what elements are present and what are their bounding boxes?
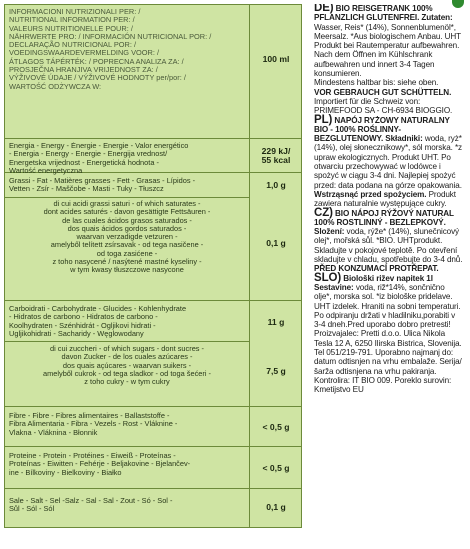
fat-value: 1,0 g [266, 180, 286, 190]
multilingual-label-text [314, 4, 463, 545]
column-divider [249, 5, 250, 138]
carbohydrate-row [5, 301, 301, 407]
fibre-row [5, 407, 301, 447]
sl-ingredients: voda, riž*14%, sončnično olje*, morska sol. *iz biološke pridelave. UHT izdelek. Hraniti na sobni temperaturi. Po odpiranju držati v hladilniku,porabiti v 3-4 dneh.Pred uporabo dobro pretresti! Proizvajalec: Pretti d.o.o. Ulica Nikola Tesla 12 A, 6250 Ilirska Bistrica, Slovenija. Tel 051/219-791. Uporabno najmanj do: datum odtisnjen na vrhu embalaže. Serija/šarža odtisnjena na vrhu pakiranja. Kontrolira: IT BIO 009. Poreklo surovin: Kmetijstvo EU [314, 282, 462, 395]
sugars-value: 7,5 g [266, 366, 286, 376]
salt-value: 0,1 g [266, 502, 286, 512]
salt-label: Sale - Salt - Sel -Salz - Sal - Sal - Zout - Só - Sol - Sůl - Sól - Sól [9, 497, 173, 514]
inner-divider [5, 197, 249, 198]
column-divider [249, 489, 250, 527]
nutrition-table [4, 4, 302, 528]
pl-shake-warning: Wstrząsnąć przed spożyciem. [314, 189, 427, 199]
sl-ingredients-label: Sestavine: [314, 282, 354, 292]
lang-code-cz: CZ) [314, 206, 333, 219]
carbohydrate-label: Carboidrati - Carbohydrate - Glucides - Kohlenhydrate - Hidratos de carbono - Hidratos de carbono - Koolhydraten - Szénhidrát - Ogljikovi hidrati - Ugljikohidrati - Sacharidy - Węglowodany [9, 305, 187, 338]
energy-row [5, 139, 301, 173]
cz-ingredients: voda, rýže* (14%), slunečnicový olej*, mořská sůl. *BIO. UHTprodukt. Skladujte v pokojové teplotě. Po otevření skladujte v chladu, spotřebujte do 3-4 dnů. [314, 227, 463, 265]
protein-value: < 0,5 g [262, 463, 290, 473]
lang-code-slo: SLO) [314, 271, 342, 284]
de-ingredients-label: Zutaten: [421, 13, 453, 23]
protein-label: Proteine - Protein - Protéines - Eiweiß - Proteínas - Proteínas - Eiwitten - Fehérje - Beljakovine - Bjelančev- ine - Bílkoviny - Bielkoviny - Białko [9, 452, 191, 477]
de-section [314, 4, 463, 78]
inner-divider [5, 341, 249, 342]
fibre-label: Fibre - Fibre - Fibres alimentaires - Ballaststoffe - Fibra Alimentaria - Fibra - Vezels - Rost - Vláknine - Vlakna - Vláknina - Błonnik [9, 412, 178, 437]
pl-sugar-note: Produkt zawiera naturalnie występujące cukry. [314, 189, 456, 209]
de-shake-warning: VOR GEBRAUCH GUT SCHÜTTELN. [314, 87, 452, 97]
fibre-value: < 0,5 g [262, 422, 290, 432]
protein-row [5, 447, 301, 489]
pl-ingredients: woda, ryż* (14%), olej słonecznikowy*, sól morska. *z upraw ekologicznych. Produkt UHT. Po otwarciu przechowywać w lodówce i spożyć w ciągu 3-4 dni. Najlepiej spożyć przed: data podana na górze opakowania. [314, 134, 462, 190]
saturates-label: di cui acidi grassi saturi - of which saturates - dont acides saturés - davon gesättigte Fettsäuren - de las cuales ácidos grasos saturados - dos quais ácidos gordos saturados - waarvan verzadigde vetzuren - amelyből telített zsírsavak - od tega nasičene - od toga zasićene - z toho nasycené / nasýtené mastné kyseliny - w tym kwasy tłuszczowe nasycone [43, 199, 211, 275]
sugars-label: di cui zuccheri - of which sugars - dont sucres - davon Zucker - de los cuales azúcares - dos quais açúcares - waarvan suikers - amelyből cukrok - od tega sladkor - od toga šećeri - z toho cukry - w tym cukry [42, 344, 211, 387]
fat-label: Grassi - Fat - Matières grasses - Fett - Grasas - Lípidos - Vetten - Zsír - Maščobe - Masti - Tuky - Tłuszcz [9, 177, 196, 194]
sl-title: Biološki rižev napitek 1l [341, 273, 433, 283]
de-best-before: Mindestens haltbar bis: siehe oben. [314, 78, 439, 88]
column-divider [249, 139, 250, 172]
column-divider [249, 173, 250, 300]
cz-ingredients-label: Složení: [314, 227, 345, 237]
saturates-value: 0,1 g [266, 238, 286, 248]
header-value: 100 ml [262, 54, 290, 64]
nutrition-header-row [5, 5, 301, 139]
column-divider [249, 301, 250, 406]
column-divider [249, 407, 250, 446]
de-ingredients: Wasser, Reis* (14%), Sonnenblumenöl*, Meersalz. *Aus biologischem Anbau. UHT Produkt bei Rautemperatur aufbewahren. Nach dem Öffnen im Kühlschrank aufbewahren und innert 3-4 Tagen konsumieren. [314, 22, 461, 79]
pl-section [314, 113, 463, 209]
de-import-block [314, 88, 463, 116]
de-importer: Importiert für die Schweiz von: PRIMEFOOD SA - CH-6934 BIOGGIO. [314, 96, 453, 116]
lang-code-pl: PL) [314, 113, 333, 126]
energy-label: Energia - Energy - Énergie - Energie - Valor energético - Energia - Energy - Energie - Energija vrednost/ Energetska vrijednost - Energetická hodnota - Wartość energetyczna [9, 142, 189, 175]
nutrition-header-text: INFORMACIONI NUTRIZIONALI PER: / NUTRITIONAL INFORMATION PER: / VALEURS NUTRITIONELLE POUR: / NÄHRWERTE PRO: / INFORMACIÓN NUTRICIONAL POR: / DECLARAÇÃO NUTRICIONAL POR: / VOEDINGSWAARDEVERMELDING VOOR: / ÁTLAGOS TÁPÉRTÉK: / POPRECNA ANALIZA ZA: / PROSJEČNA HRANJIVA VRIJEDNOST ZA: / VÝŽIVOVÉ ÚDAJE / VÝŽIVOVÉ HODNOTY per/por: / WARTOŚĆ ODŻYWCZA W: [9, 8, 212, 91]
salt-row [5, 489, 301, 527]
de-title: BIO REISGETRANK 100% PFLANZLICH GLUTENFREI. [314, 4, 433, 23]
sl-section [314, 271, 463, 395]
carbohydrate-value: 11 g [267, 317, 285, 327]
pl-ingredients-label: Składniki: [385, 134, 423, 144]
energy-kcal-value: 55 kcal [261, 155, 291, 165]
energy-kj-value: 229 kJ/ [261, 146, 291, 156]
cz-title: BIO NÁPOJ RÝŽOVÝ NATURAL 100% ROSTLINNÝ - BEZLEPKOVÝ. [314, 208, 454, 227]
pl-title: NAPÓJ RYŻOWY NATURALNY BIO - 100% ROŚLINNY- BEZGLUTENOWY. [314, 115, 450, 144]
column-divider [249, 447, 250, 488]
cz-section [314, 206, 463, 274]
cz-shake-warning: PŘED KONZUMACÍ PROTŘEPAT. [314, 264, 439, 274]
lang-code-de: DE) [314, 4, 334, 14]
fat-row [5, 173, 301, 301]
